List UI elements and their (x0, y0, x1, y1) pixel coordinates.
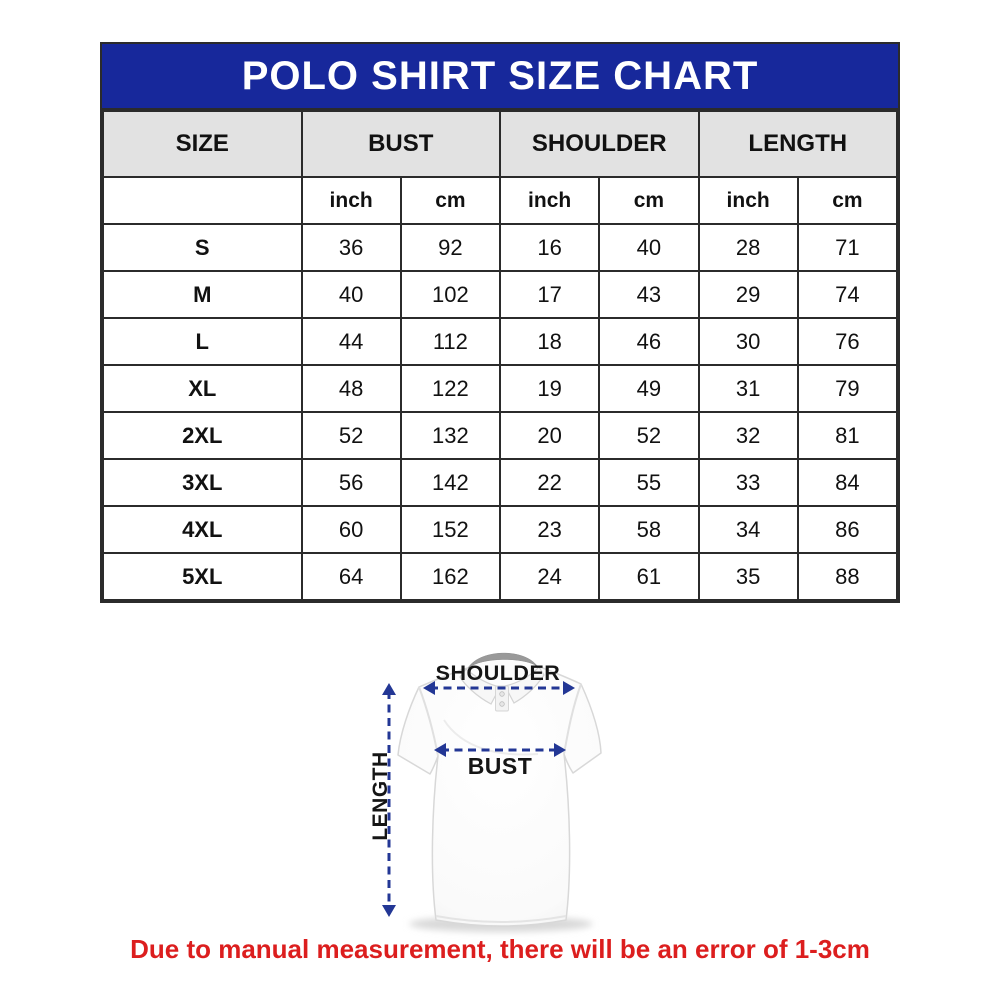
value-cell: 92 (401, 224, 500, 271)
size-cell: 3XL (103, 459, 302, 506)
unit-cell: inch (500, 177, 599, 224)
length-label: LENGTH (369, 751, 392, 841)
chart-title: POLO SHIRT SIZE CHART (241, 53, 759, 98)
value-cell: 56 (302, 459, 401, 506)
value-cell: 132 (401, 412, 500, 459)
size-cell: S (103, 224, 302, 271)
value-cell: 36 (302, 224, 401, 271)
value-cell: 48 (302, 365, 401, 412)
table-row (103, 224, 897, 271)
unit-cell: inch (699, 177, 798, 224)
shoulder-label: SHOULDER (435, 661, 561, 685)
unit-spacer-cell (103, 177, 302, 224)
value-cell: 32 (699, 412, 798, 459)
unit-cell: inch (302, 177, 401, 224)
value-cell: 18 (500, 318, 599, 365)
unit-cell: cm (798, 177, 897, 224)
value-cell: 17 (500, 271, 599, 318)
value-cell: 64 (302, 553, 401, 600)
table-row (103, 318, 897, 365)
polo-shirt-illustration (398, 653, 601, 932)
bust-label: BUST (467, 753, 533, 779)
button (500, 702, 505, 707)
size-cell: XL (103, 365, 302, 412)
table-row (103, 365, 897, 412)
size-cell: 2XL (103, 412, 302, 459)
table-row (103, 459, 897, 506)
value-cell: 34 (699, 506, 798, 553)
value-cell: 16 (500, 224, 599, 271)
column-header-length: LENGTH (699, 111, 898, 177)
value-cell: 88 (798, 553, 897, 600)
size-cell: L (103, 318, 302, 365)
value-cell: 52 (599, 412, 698, 459)
value-cell: 31 (699, 365, 798, 412)
unit-header-row (103, 177, 897, 224)
value-cell: 162 (401, 553, 500, 600)
unit-cell: cm (599, 177, 698, 224)
placket (496, 686, 509, 711)
value-cell: 81 (798, 412, 897, 459)
value-cell: 102 (401, 271, 500, 318)
value-cell: 24 (500, 553, 599, 600)
chart-title-bar (102, 44, 898, 110)
value-cell: 46 (599, 318, 698, 365)
value-cell: 84 (798, 459, 897, 506)
value-cell: 52 (302, 412, 401, 459)
value-cell: 122 (401, 365, 500, 412)
button (500, 692, 505, 697)
value-cell: 20 (500, 412, 599, 459)
table-row (103, 506, 897, 553)
size-cell: 5XL (103, 553, 302, 600)
size-cell: M (103, 271, 302, 318)
value-cell: 40 (302, 271, 401, 318)
table-row (103, 412, 897, 459)
value-cell: 28 (699, 224, 798, 271)
value-cell: 49 (599, 365, 698, 412)
size-cell: 4XL (103, 506, 302, 553)
polo-shirt-diagram (340, 628, 670, 958)
value-cell: 22 (500, 459, 599, 506)
value-cell: 112 (401, 318, 500, 365)
value-cell: 61 (599, 553, 698, 600)
value-cell: 76 (798, 318, 897, 365)
value-cell: 40 (599, 224, 698, 271)
value-cell: 152 (401, 506, 500, 553)
table-row (103, 271, 897, 318)
value-cell: 29 (699, 271, 798, 318)
column-header-size: SIZE (103, 111, 302, 177)
size-table (102, 110, 898, 601)
value-cell: 43 (599, 271, 698, 318)
size-chart-table (100, 42, 900, 603)
value-cell: 30 (699, 318, 798, 365)
measurement-note: Due to manual measurement, there will be an error of 1-3cm (130, 934, 870, 964)
value-cell: 44 (302, 318, 401, 365)
value-cell: 58 (599, 506, 698, 553)
table-row (103, 553, 897, 600)
unit-cell: cm (401, 177, 500, 224)
value-cell: 71 (798, 224, 897, 271)
value-cell: 86 (798, 506, 897, 553)
value-cell: 35 (699, 553, 798, 600)
value-cell: 79 (798, 365, 897, 412)
value-cell: 23 (500, 506, 599, 553)
value-cell: 60 (302, 506, 401, 553)
value-cell: 142 (401, 459, 500, 506)
value-cell: 19 (500, 365, 599, 412)
value-cell: 33 (699, 459, 798, 506)
table-header-row (103, 111, 897, 177)
value-cell: 74 (798, 271, 897, 318)
value-cell: 55 (599, 459, 698, 506)
column-header-bust: BUST (302, 111, 501, 177)
column-header-shoulder: SHOULDER (500, 111, 699, 177)
